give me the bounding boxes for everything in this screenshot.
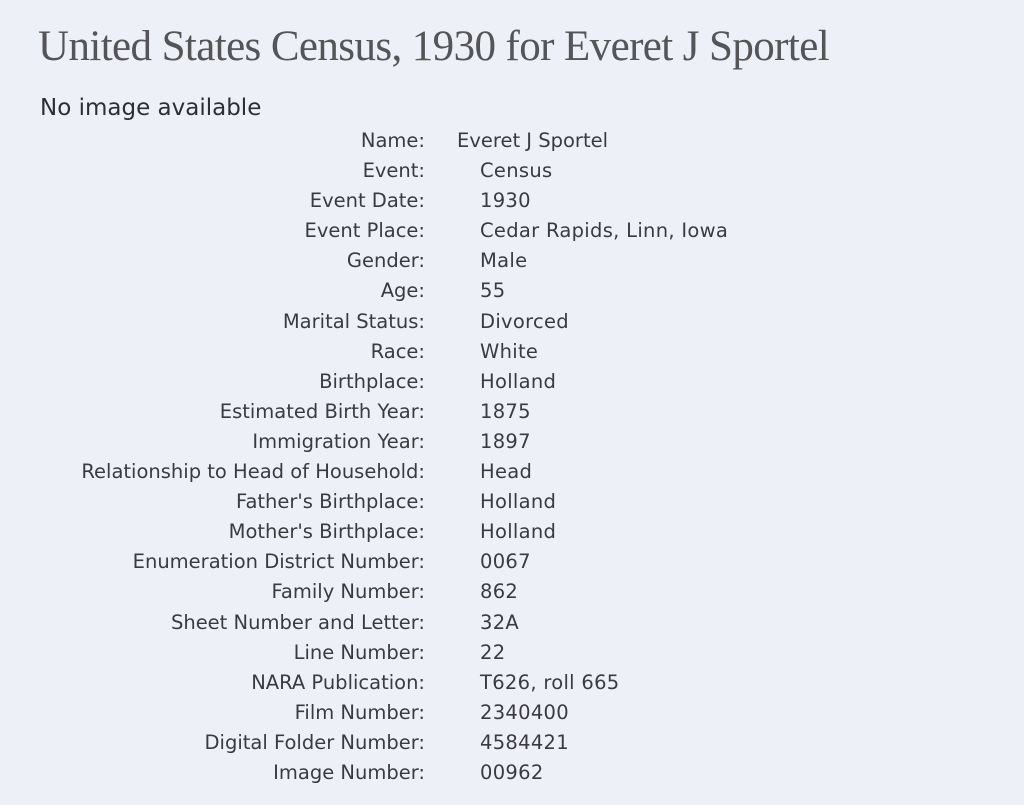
field-label: Birthplace: [319,369,425,393]
field-row-marital-status [0,308,1024,338]
field-label: Sheet Number and Letter: [170,610,425,634]
field-row-family-number [0,578,1024,608]
field-value: 32A [480,610,520,634]
field-value: Holland [480,369,557,393]
field-value: T626, roll 665 [480,670,620,694]
field-label: Digital Folder Number: [204,730,425,754]
field-label: Age: [380,279,425,303]
field-label: Gender: [346,249,425,273]
field-row-event [0,157,1024,187]
field-label: Relationship to Head of Household: [81,460,425,484]
field-label: Line Number: [293,640,425,664]
field-label: Marital Status: [282,309,425,333]
field-value: 862 [480,580,519,604]
field-row-sheet-number [0,609,1024,639]
field-label: Race: [370,339,425,363]
field-label: Family Number: [271,580,425,604]
field-label: Image Number: [273,760,425,784]
field-value: White [480,339,539,363]
field-row-gender [0,247,1024,277]
field-row-birthplace [0,368,1024,398]
field-value: Everet J Sportel [457,129,609,152]
field-value: Holland [480,520,557,544]
field-value: Cedar Rapids, Linn, Iowa [480,219,729,243]
field-value: 1897 [480,429,531,453]
field-value: Head [480,460,533,484]
field-row-nara-publication [0,669,1024,699]
field-value: Male [480,249,528,273]
field-label: Enumeration District Number: [132,550,425,574]
field-row-age [0,277,1024,307]
field-value: 55 [480,279,506,303]
field-row-film-number [0,699,1024,729]
field-value: 00962 [480,760,544,784]
field-value: Holland [480,490,557,514]
field-label: Mother's Birthplace: [228,520,425,544]
field-label: Event Place: [304,219,425,243]
field-row-image-number [0,759,1024,789]
field-row-enumeration-district [0,548,1024,578]
field-label: Immigration Year: [252,429,425,453]
field-label: Name: [360,129,425,152]
field-row-digital-folder-number [0,729,1024,759]
field-value: 2340400 [480,700,569,724]
field-label: Event Date: [309,189,425,213]
field-row-mothers-birthplace [0,518,1024,548]
field-label: NARA Publication: [251,670,425,694]
field-row-estimated-birth-year [0,398,1024,428]
field-row-fathers-birthplace [0,488,1024,518]
field-row-name [0,127,1024,157]
field-label: Event: [362,159,425,183]
no-image-notice: No image available [40,95,262,121]
record-fields-list [0,127,1024,789]
page-title: United States Census, 1930 for Everet J Sportel [38,23,830,70]
field-row-line-number [0,639,1024,669]
field-value: 22 [480,640,506,664]
field-row-relationship-to-head [0,458,1024,488]
field-row-race [0,338,1024,368]
field-value: 1875 [480,399,531,423]
field-value: 4584421 [480,730,569,754]
field-row-event-date [0,187,1024,217]
field-row-immigration-year [0,428,1024,458]
field-label: Estimated Birth Year: [219,399,425,423]
field-value: 0067 [480,550,531,574]
field-label: Father's Birthplace: [236,490,425,514]
field-value: Census [480,159,553,183]
field-label: Film Number: [294,700,425,724]
field-row-event-place [0,217,1024,247]
field-value: 1930 [480,189,531,213]
field-value: Divorced [480,309,569,333]
